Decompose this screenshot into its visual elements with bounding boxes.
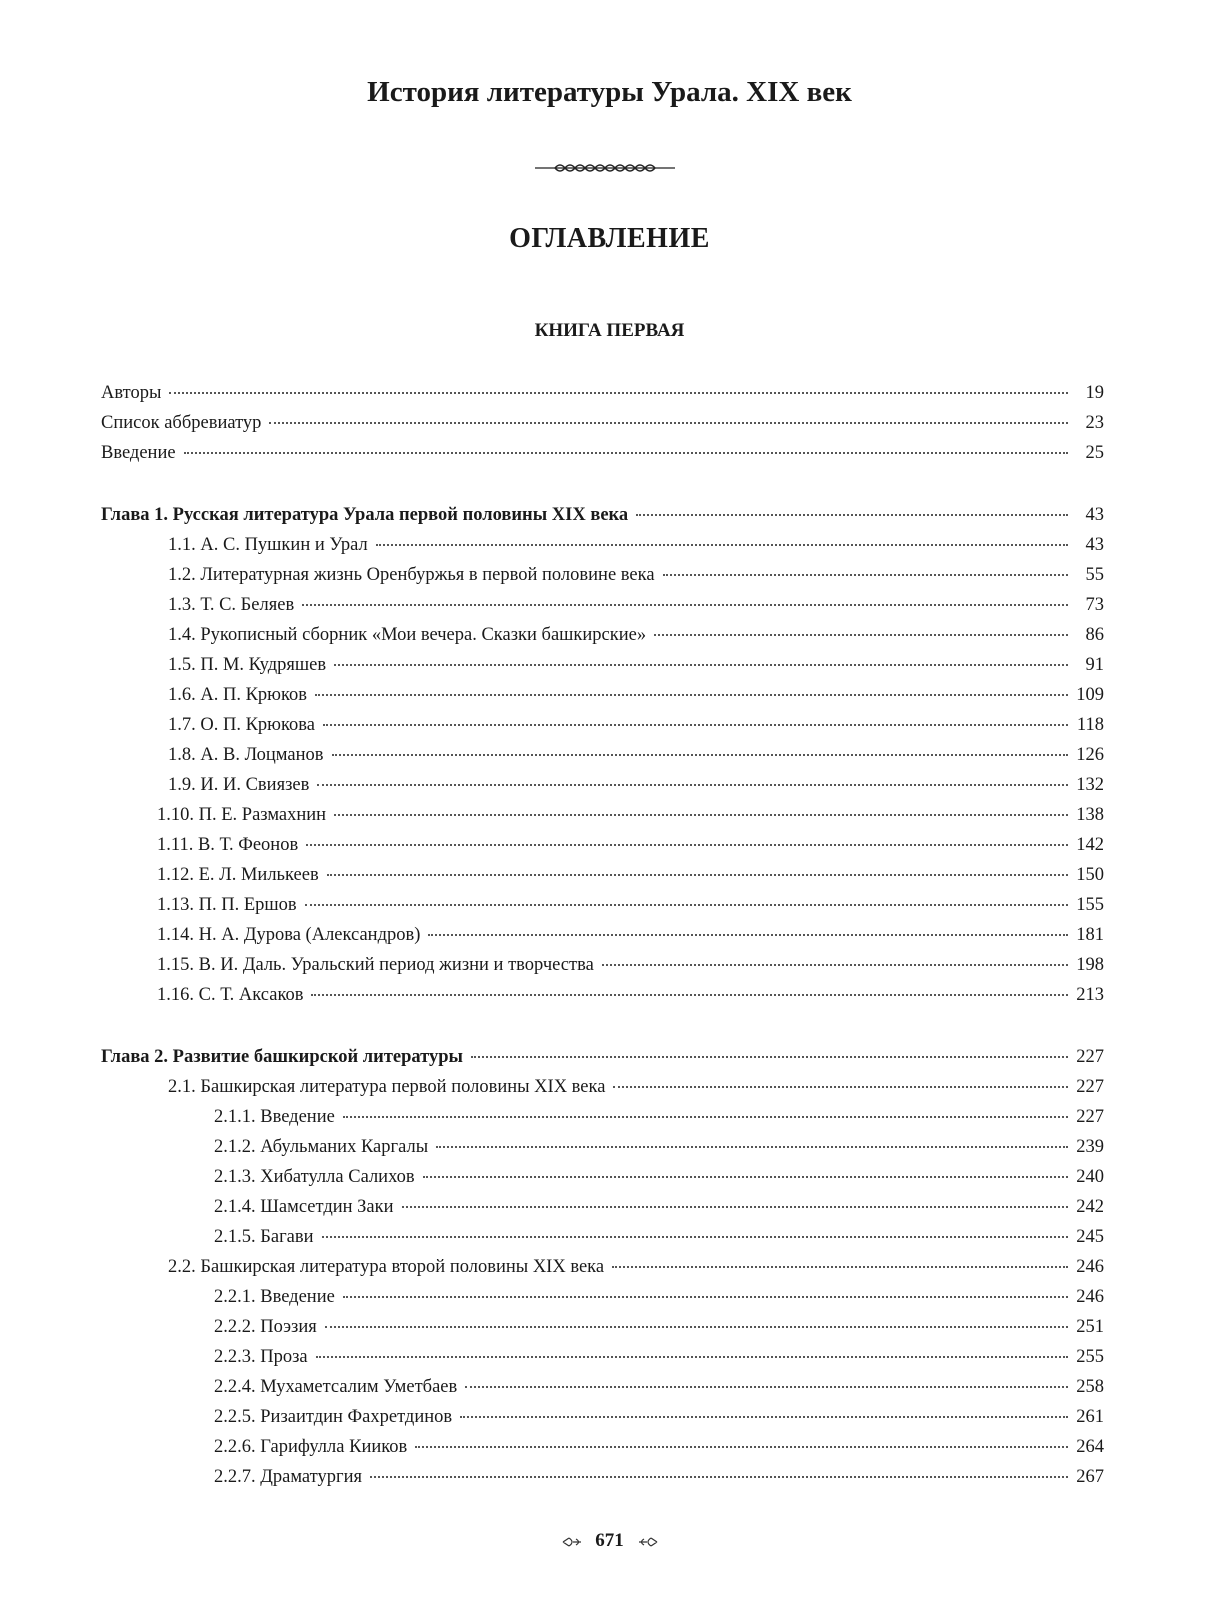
toc-entry-page: 91 xyxy=(1085,655,1104,675)
toc-entry xyxy=(101,800,1104,830)
toc-entry xyxy=(101,530,1104,560)
toc-entry-page: 155 xyxy=(1076,895,1104,915)
toc-entry-page: 55 xyxy=(1085,565,1104,585)
toc-entry-title: 1.11. В. Т. Феонов xyxy=(157,835,299,855)
toc-dot-leader xyxy=(376,543,1068,546)
toc-entry-page: 242 xyxy=(1076,1197,1104,1217)
toc-entry-page: 264 xyxy=(1076,1437,1104,1457)
toc-entry-title: 1.6. А. П. Крюков xyxy=(168,685,308,705)
toc-entry xyxy=(101,1072,1104,1102)
toc-entry-title: 2.1.1. Введение xyxy=(214,1107,335,1127)
toc-entry-page: 239 xyxy=(1076,1137,1104,1157)
toc-entry-page: 246 xyxy=(1076,1257,1104,1277)
table-of-contents xyxy=(101,378,1104,1492)
toc-entry-page: 255 xyxy=(1076,1347,1104,1367)
toc-entry-page: 43 xyxy=(1085,535,1104,555)
toc-entry xyxy=(101,1282,1104,1312)
toc-entry xyxy=(101,650,1104,680)
toc-entry xyxy=(101,560,1104,590)
toc-dot-leader xyxy=(322,1235,1068,1238)
page-footer xyxy=(0,1530,1219,1552)
toc-entry-title: 2.2.5. Ризаитдин Фахретдинов xyxy=(214,1407,453,1427)
toc-entry-title: 1.10. П. Е. Размахнин xyxy=(157,805,327,825)
toc-entry xyxy=(101,770,1104,800)
toc-entry-page: 227 xyxy=(1076,1047,1104,1067)
toc-dot-leader xyxy=(612,1265,1068,1268)
toc-dot-leader xyxy=(327,873,1068,876)
toc-dot-leader xyxy=(323,723,1068,726)
toc-entry-page: 245 xyxy=(1076,1227,1104,1247)
toc-entry xyxy=(101,1162,1104,1192)
toc-dot-leader xyxy=(343,1115,1068,1118)
toc-entry xyxy=(101,1432,1104,1462)
toc-dot-leader xyxy=(654,633,1068,636)
toc-entry-title: 1.14. Н. А. Дурова (Александров) xyxy=(157,925,421,945)
toc-entry-title: 1.4. Рукописный сборник «Мои вечера. Сказки башкирские» xyxy=(168,625,647,645)
toc-entry-page: 227 xyxy=(1076,1077,1104,1097)
toc-dot-leader xyxy=(305,903,1068,906)
toc-entry-title: 1.3. Т. С. Беляев xyxy=(168,595,295,615)
toc-dot-leader xyxy=(306,843,1068,846)
toc-dot-leader xyxy=(325,1325,1068,1328)
toc-chapter-entry xyxy=(101,500,1104,530)
toc-dot-leader xyxy=(613,1085,1068,1088)
toc-entry-page: 23 xyxy=(1085,413,1104,433)
toc-dot-leader xyxy=(184,451,1068,454)
toc-dot-leader xyxy=(663,573,1068,576)
toc-entry-title: Авторы xyxy=(101,383,162,403)
toc-entry xyxy=(101,1252,1104,1282)
toc-entry-title: 1.7. О. П. Крюкова xyxy=(168,715,316,735)
toc-entry-title: 2.2.6. Гарифулла Кииков xyxy=(214,1437,408,1457)
toc-entry-title: 2.1.4. Шамсетдин Заки xyxy=(214,1197,394,1217)
toc-entry-page: 251 xyxy=(1076,1317,1104,1337)
book-label: КНИГА ПЕРВАЯ xyxy=(534,320,685,341)
toc-entry-title: 1.1. А. С. Пушкин и Урал xyxy=(168,535,368,555)
toc-entry-title: 2.2.1. Введение xyxy=(214,1287,335,1307)
toc-entry-page: 267 xyxy=(1076,1467,1104,1487)
toc-entry-page: 118 xyxy=(1076,715,1104,735)
toc-entry-page: 240 xyxy=(1076,1167,1104,1187)
toc-entry-title: Список аббревиатур xyxy=(101,413,262,433)
toc-entry-title: 2.2.2. Поэзия xyxy=(214,1317,317,1337)
toc-dot-leader xyxy=(334,813,1068,816)
toc-entry-title: 1.5. П. М. Кудряшев xyxy=(168,655,327,675)
toc-entry-title: 1.16. С. Т. Аксаков xyxy=(157,985,304,1005)
toc-entry-page: 86 xyxy=(1085,625,1104,645)
toc-entry-title: Глава 2. Развитие башкирской литературы xyxy=(101,1047,464,1067)
toc-dot-leader xyxy=(317,783,1068,786)
toc-dot-leader xyxy=(334,663,1068,666)
toc-entry-title: 2.1. Башкирская литература первой половины XIX века xyxy=(168,1077,606,1097)
toc-entry-title: 1.2. Литературная жизнь Оренбуржья в первой половине века xyxy=(168,565,655,585)
toc-entry-page: 126 xyxy=(1076,745,1104,765)
toc-dot-leader xyxy=(343,1295,1068,1298)
toc-entry-page: 258 xyxy=(1076,1377,1104,1397)
toc-entry-title: 1.9. И. И. Свиязев xyxy=(168,775,310,795)
toc-entry xyxy=(101,860,1104,890)
toc-entry-page: 142 xyxy=(1076,835,1104,855)
toc-entry xyxy=(101,920,1104,950)
toc-entry-title: 2.2.7. Драматургия xyxy=(214,1467,362,1487)
toc-dot-leader xyxy=(602,963,1068,966)
toc-entry xyxy=(101,980,1104,1010)
toc-dot-leader xyxy=(423,1175,1068,1178)
toc-entry xyxy=(101,1102,1104,1132)
toc-dot-leader xyxy=(311,993,1068,996)
toc-dot-leader xyxy=(471,1055,1068,1058)
toc-entry-title: 1.13. П. П. Ершов xyxy=(157,895,297,915)
page-number: 671 xyxy=(595,1530,624,1551)
book-title: История литературы Урала. XIX век xyxy=(367,76,852,108)
toc-entry xyxy=(101,890,1104,920)
toc-entry xyxy=(101,1312,1104,1342)
toc-entry-page: 227 xyxy=(1076,1107,1104,1127)
toc-entry-page: 198 xyxy=(1076,955,1104,975)
toc-dot-leader xyxy=(315,693,1068,696)
toc-entry-title: 1.12. Е. Л. Милькеев xyxy=(157,865,319,885)
toc-dot-leader xyxy=(402,1205,1068,1208)
toc-dot-leader xyxy=(436,1145,1068,1148)
toc-entry-page: 43 xyxy=(1085,505,1104,525)
toc-entry-title: 2.1.2. Абульманих Каргалы xyxy=(214,1137,429,1157)
toc-entry xyxy=(101,950,1104,980)
toc-entry xyxy=(101,620,1104,650)
toc-entry-page: 150 xyxy=(1076,865,1104,885)
toc-dot-leader xyxy=(332,753,1069,756)
left-ornament-icon xyxy=(561,1536,583,1548)
toc-dot-leader xyxy=(636,513,1068,516)
toc-dot-leader xyxy=(460,1415,1068,1418)
toc-entry-page: 19 xyxy=(1085,383,1104,403)
toc-dot-leader xyxy=(316,1355,1068,1358)
toc-entry-title: 2.1.5. Багави xyxy=(214,1227,314,1247)
toc-chapter-entry xyxy=(101,1042,1104,1072)
toc-entry xyxy=(101,1192,1104,1222)
toc-entry xyxy=(101,740,1104,770)
toc-entry xyxy=(101,710,1104,740)
toc-entry-title: Введение xyxy=(101,443,176,463)
toc-entry xyxy=(101,590,1104,620)
toc-heading: ОГЛАВЛЕНИЕ xyxy=(509,223,710,254)
toc-entry-title: 2.1.3. Хибатулла Салихов xyxy=(214,1167,415,1187)
right-ornament-icon xyxy=(637,1536,659,1548)
toc-entry xyxy=(101,378,1104,408)
toc-entry xyxy=(101,408,1104,438)
toc-entry-page: 73 xyxy=(1085,595,1104,615)
toc-dot-leader xyxy=(370,1475,1068,1478)
toc-entry-page: 246 xyxy=(1076,1287,1104,1307)
toc-entry xyxy=(101,1462,1104,1492)
toc-entry xyxy=(101,680,1104,710)
toc-entry-page: 138 xyxy=(1076,805,1104,825)
toc-dot-leader xyxy=(415,1445,1068,1448)
toc-entry xyxy=(101,1132,1104,1162)
toc-entry-page: 261 xyxy=(1076,1407,1104,1427)
toc-entry-page: 181 xyxy=(1076,925,1104,945)
toc-entry xyxy=(101,830,1104,860)
divider-ornament-icon xyxy=(535,160,675,176)
toc-dot-leader xyxy=(465,1385,1068,1388)
toc-entry xyxy=(101,1222,1104,1252)
toc-dot-leader xyxy=(169,391,1068,394)
toc-entry-title: 1.15. В. И. Даль. Уральский период жизни и творчества xyxy=(157,955,594,975)
toc-dot-leader xyxy=(428,933,1068,936)
toc-entry-title: 2.2. Башкирская литература второй половины XIX века xyxy=(168,1257,605,1277)
toc-entry xyxy=(101,1342,1104,1372)
toc-entry-page: 109 xyxy=(1076,685,1104,705)
toc-entry xyxy=(101,438,1104,468)
toc-entry-title: 2.2.4. Мухаметсалим Уметбаев xyxy=(214,1377,458,1397)
toc-dot-leader xyxy=(269,421,1068,424)
toc-entry-title: 2.2.3. Проза xyxy=(214,1347,308,1367)
toc-entry-page: 132 xyxy=(1076,775,1104,795)
toc-entry-title: Глава 1. Русская литература Урала первой половины XIX века xyxy=(101,505,629,525)
toc-entry xyxy=(101,1372,1104,1402)
toc-entry-page: 25 xyxy=(1085,443,1104,463)
toc-dot-leader xyxy=(302,603,1068,606)
toc-entry xyxy=(101,1402,1104,1432)
toc-entry-title: 1.8. А. В. Лоцманов xyxy=(168,745,324,765)
toc-entry-page: 213 xyxy=(1076,985,1104,1005)
